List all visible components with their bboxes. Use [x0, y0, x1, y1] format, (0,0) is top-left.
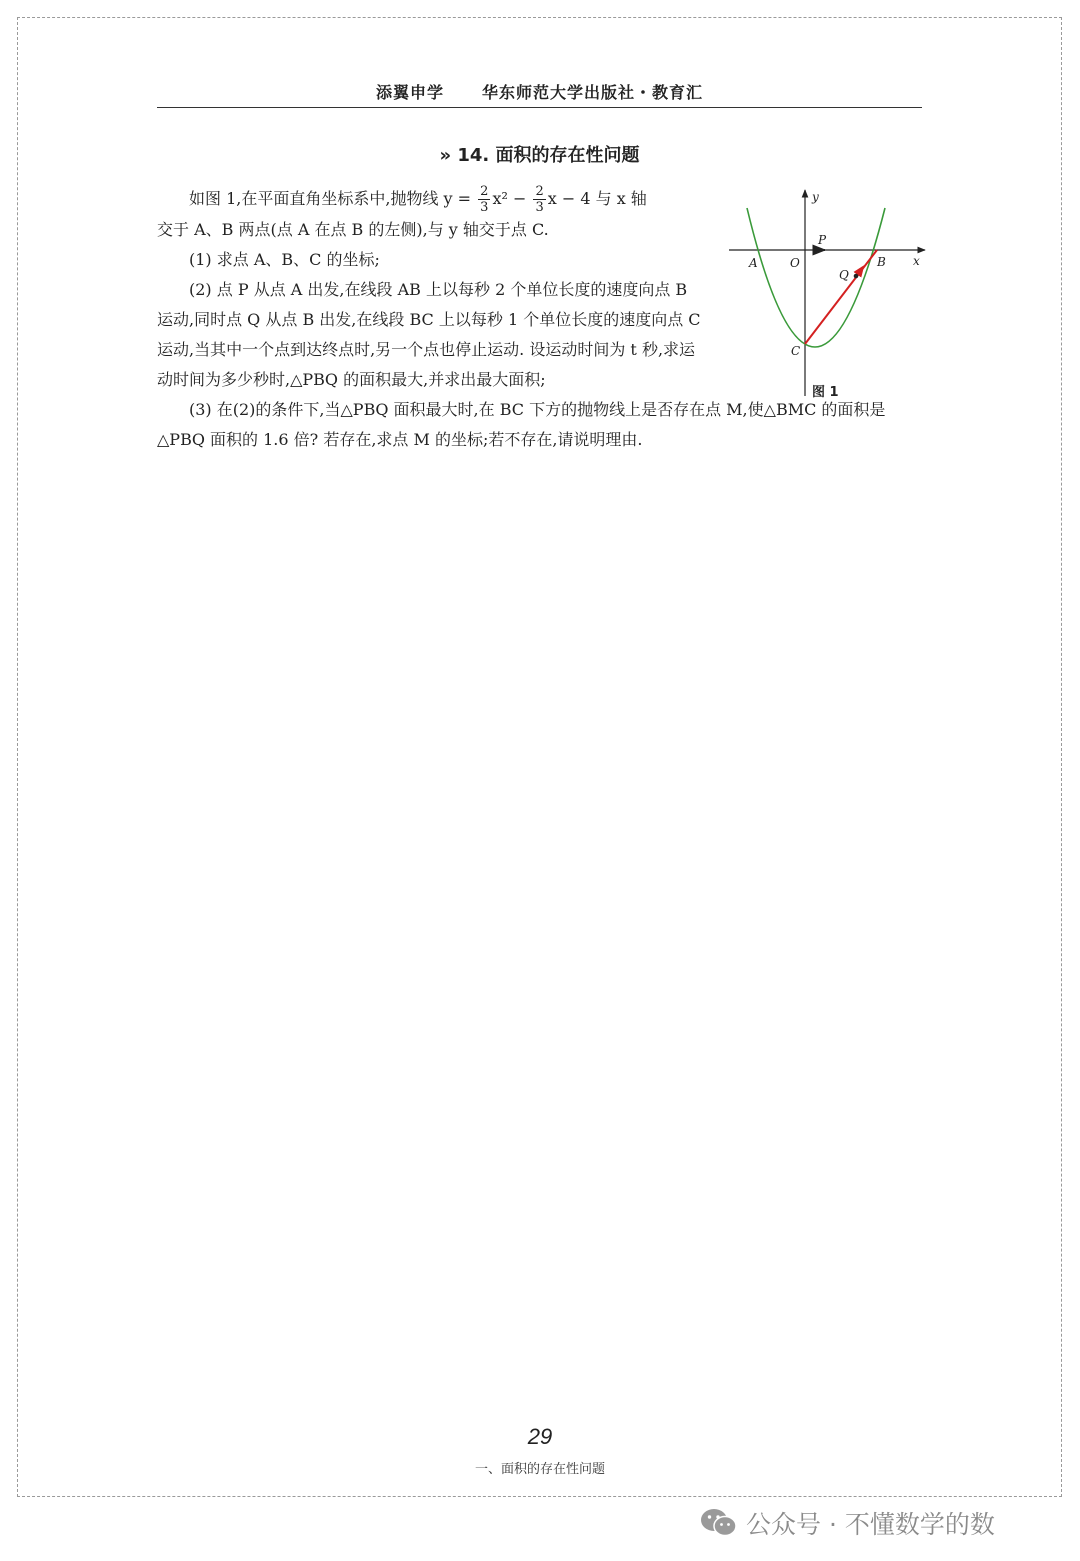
part-2: (2) 点 P 从点 A 出发,在线段 AB 上以每秒 2 个单位长度的速度向点 B 运动,同时点 Q 从点 B 出发,在线段 BC 上以每秒 1 个单位长度的速度向点 C 运动,当其中一个点到达终点时,另一个点也停止运动. 设运动时间为 t 秒,求运动时间为多少秒时,△PBQ 的面积最大,并求出最大面积; [157, 280, 701, 389]
label-a: A [749, 256, 758, 270]
part-1: (1) 求点 A、B、C 的坐标; [189, 250, 380, 269]
problem-intro-line2: 交于 A、B 两点(点 A 在点 B 的左侧),与 y 轴交于点 C. [157, 220, 549, 239]
fraction-1-numerator: 2 [480, 184, 489, 199]
fraction-2-denominator: 3 [535, 200, 544, 215]
intro-text-c: x − 4 与 x 轴 [547, 189, 647, 208]
wechat-icon [700, 1507, 738, 1539]
label-y: y [812, 190, 819, 204]
label-x: x [913, 254, 920, 268]
header-right: 华东师范大学出版社・教育汇 [482, 83, 704, 102]
label-c: C [791, 344, 801, 358]
segment-bc [805, 250, 877, 344]
label-o: O [790, 256, 800, 270]
watermark-text: 公众号 · 不懂数学的数 [746, 1509, 995, 1539]
fraction-2-numerator: 2 [535, 184, 544, 199]
fraction-1 [478, 184, 490, 215]
intro-text-a: 如图 1,在平面直角坐标系中,抛物线 y = [189, 189, 477, 208]
header-rule [157, 107, 922, 108]
part-3: (3) 在(2)的条件下,当△PBQ 面积最大时,在 BC 下方的抛物线上是否存在点 M,使△BMC 的面积是△PBQ 面积的 1.6 倍? 若存在,求点 M 的坐标;若不存在,请说明理由. [157, 400, 886, 449]
running-header [157, 80, 922, 106]
fraction-2 [533, 184, 545, 215]
problem-title: » 14. 面积的存在性问题 [439, 145, 640, 166]
problem-intro [157, 184, 707, 215]
header-left: 添翼申学 [375, 83, 444, 102]
page-number: 29 [527, 1424, 553, 1449]
figure-caption: 图 1 [812, 385, 839, 400]
parabola-curve [747, 208, 885, 347]
intro-text-b: x² − [492, 189, 532, 208]
watermark [700, 1500, 1060, 1545]
label-p: P [818, 233, 827, 247]
section-footer: 一、面积的存在性问题 [474, 1462, 605, 1477]
label-q: Q [839, 268, 849, 282]
fraction-1-denominator: 3 [480, 200, 489, 215]
label-b: B [877, 255, 886, 269]
point-q-dot [854, 274, 859, 279]
figure-parabola [727, 186, 932, 401]
